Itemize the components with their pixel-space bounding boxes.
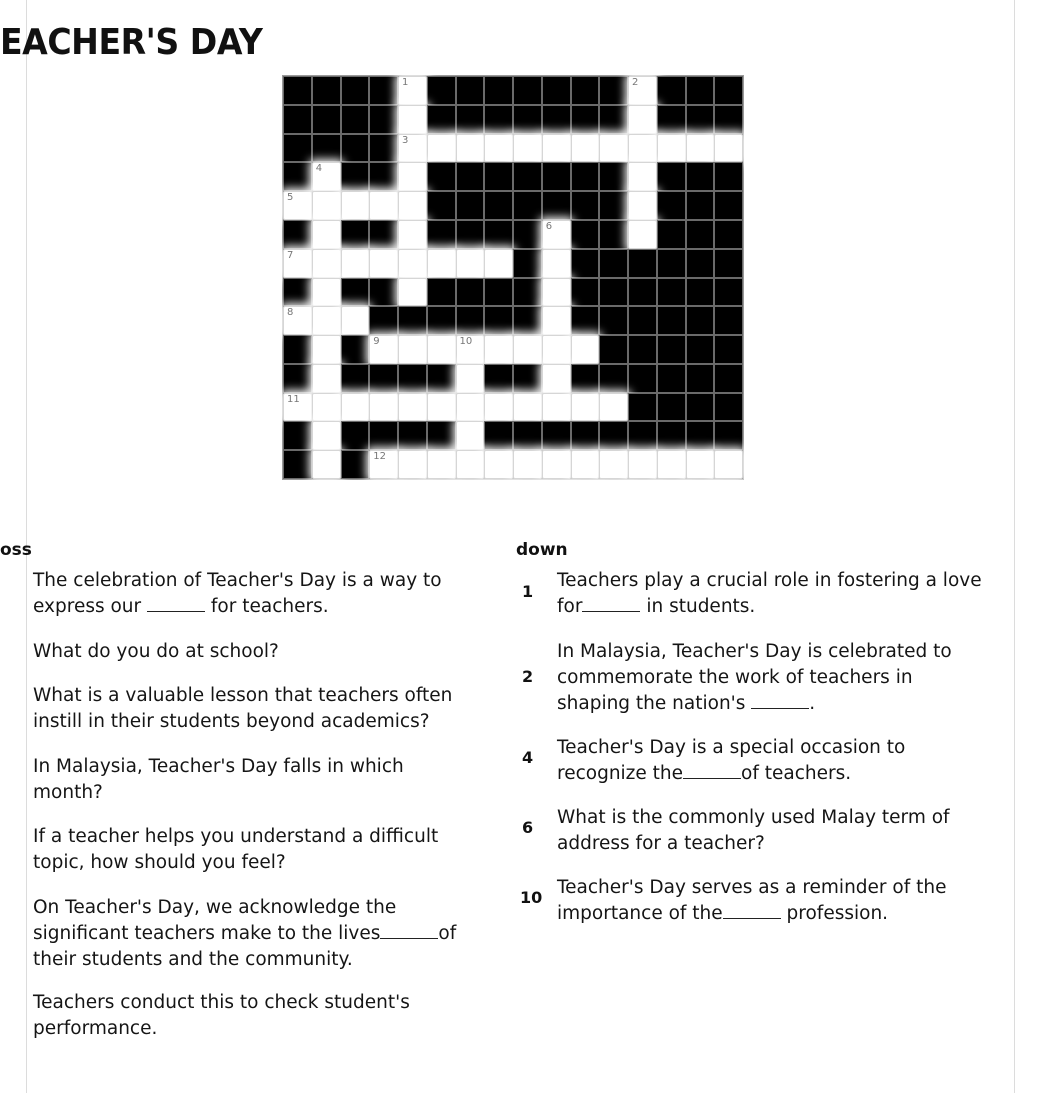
letter-cell[interactable] [456,134,485,163]
blocked-cell [686,76,715,105]
blocked-cell [714,364,743,393]
blocked-cell [657,335,686,364]
blocked-cell [628,393,657,422]
clue-text: shaping the nation's . [557,693,816,714]
blocked-cell [398,306,427,335]
grid-clue-number: 7 [287,249,294,261]
letter-cell[interactable] [456,249,485,278]
letter-cell[interactable] [542,134,571,163]
blocked-cell [341,335,370,364]
letter-cell[interactable] [398,249,427,278]
letter-cell[interactable] [456,364,485,393]
letter-cell[interactable] [542,393,571,422]
letter-cell[interactable] [312,191,341,220]
blocked-cell [369,105,398,134]
clue-text: If a teacher helps you understand a difficult [33,826,439,847]
letter-cell[interactable] [628,220,657,249]
blocked-cell [484,162,513,191]
letter-cell[interactable] [427,134,456,163]
page-right-border [1014,0,1015,1093]
grid-clue-number: 12 [373,451,386,463]
letter-cell[interactable] [571,335,600,364]
blocked-cell [628,364,657,393]
blocked-cell [657,421,686,450]
clue-number: 1 [522,582,534,601]
letter-cell[interactable] [714,450,743,479]
letter-cell[interactable] [542,450,571,479]
blocked-cell [686,364,715,393]
blocked-cell [513,278,542,307]
blocked-cell [283,335,312,364]
clue-text: instill in their students beyond academics? [33,711,430,732]
letter-cell[interactable] [456,393,485,422]
blocked-cell [427,278,456,307]
clue-text: commemorate the work of teachers in [557,667,913,688]
letter-cell[interactable] [398,220,427,249]
letter-cell[interactable] [312,450,341,479]
letter-cell[interactable] [628,162,657,191]
letter-cell[interactable] [283,249,312,278]
letter-cell[interactable] [542,306,571,335]
blocked-cell [714,278,743,307]
letter-cell[interactable] [398,76,427,105]
blocked-cell [513,421,542,450]
clue-text: Teacher's Day is a special occasion to [557,737,906,758]
clue-text: address for a teacher? [557,833,765,854]
blocked-cell [513,76,542,105]
answer-blank [723,904,781,919]
blocked-cell [341,278,370,307]
letter-cell[interactable] [283,306,312,335]
blocked-cell [341,421,370,450]
blocked-cell [599,76,628,105]
clue-text: What do you do at school? [33,641,279,662]
blocked-cell [571,421,600,450]
letter-cell[interactable] [427,335,456,364]
blocked-cell [513,191,542,220]
letter-cell[interactable] [513,393,542,422]
blocked-cell [599,364,628,393]
letter-cell[interactable] [312,335,341,364]
clue-text: What is the commonly used Malay term of [557,807,950,828]
letter-cell[interactable] [571,393,600,422]
blocked-cell [369,278,398,307]
blocked-cell [657,162,686,191]
grid-clue-number: 8 [287,307,294,319]
blocked-cell [628,306,657,335]
letter-cell[interactable] [398,450,427,479]
blocked-cell [571,76,600,105]
letter-cell[interactable] [398,335,427,364]
clue-text: Teachers play a crucial role in fostering a love [557,570,982,591]
letter-cell[interactable] [657,134,686,163]
blocked-cell [686,421,715,450]
blocked-cell [283,162,312,191]
blocked-cell [369,134,398,163]
blocked-cell [484,364,513,393]
letter-cell[interactable] [283,393,312,422]
blocked-cell [571,278,600,307]
blocked-cell [628,421,657,450]
blocked-cell [599,220,628,249]
blocked-cell [283,450,312,479]
answer-blank [751,694,809,709]
blocked-cell [628,278,657,307]
blocked-cell [714,191,743,220]
letter-cell[interactable] [542,278,571,307]
blocked-cell [657,249,686,278]
blocked-cell [686,393,715,422]
blocked-cell [427,306,456,335]
letter-cell[interactable] [542,335,571,364]
blocked-cell [398,421,427,450]
letter-cell[interactable] [542,220,571,249]
letter-cell[interactable] [513,450,542,479]
blocked-cell [599,105,628,134]
letter-cell[interactable] [484,393,513,422]
clue-number: 6 [522,818,534,837]
letter-cell[interactable] [599,450,628,479]
blocked-cell [571,249,600,278]
blocked-cell [484,76,513,105]
blocked-cell [686,220,715,249]
blocked-cell [341,105,370,134]
letter-cell[interactable] [369,191,398,220]
clue-text: their students and the community. [33,949,353,970]
blocked-cell [456,105,485,134]
blocked-cell [513,306,542,335]
letter-cell[interactable] [484,134,513,163]
blocked-cell [599,335,628,364]
blocked-cell [283,134,312,163]
blocked-cell [571,220,600,249]
blocked-cell [513,105,542,134]
clue-text: Teacher's Day serves as a reminder of the [557,877,947,898]
clue-text: express our for teachers. [33,596,329,617]
letter-cell[interactable] [398,278,427,307]
blocked-cell [714,220,743,249]
blocked-cell [686,278,715,307]
letter-cell[interactable] [341,306,370,335]
letter-cell[interactable] [398,191,427,220]
letter-cell[interactable] [427,393,456,422]
blocked-cell [542,191,571,220]
blocked-cell [369,220,398,249]
letter-cell[interactable] [341,191,370,220]
letter-cell[interactable] [312,249,341,278]
letter-cell[interactable] [427,450,456,479]
blocked-cell [686,335,715,364]
answer-blank [147,597,205,612]
blocked-cell [542,421,571,450]
blocked-cell [427,162,456,191]
blocked-cell [312,134,341,163]
across-heading: oss [0,540,32,560]
blocked-cell [484,278,513,307]
letter-cell[interactable] [369,393,398,422]
blocked-cell [599,278,628,307]
blocked-cell [571,191,600,220]
blocked-cell [369,76,398,105]
blocked-cell [341,76,370,105]
blocked-cell [686,162,715,191]
down-heading: down [516,540,568,560]
letter-cell[interactable] [628,76,657,105]
blocked-cell [686,191,715,220]
letter-cell[interactable] [628,191,657,220]
blocked-cell [369,364,398,393]
letter-cell[interactable] [398,162,427,191]
answer-blank [380,924,438,939]
letter-cell[interactable] [456,421,485,450]
grid-clue-number: 6 [545,220,553,232]
letter-cell[interactable] [599,134,628,163]
clue-number: 2 [522,667,534,686]
blocked-cell [369,421,398,450]
blocked-cell [484,105,513,134]
blocked-cell [484,421,513,450]
blocked-cell [714,306,743,335]
blocked-cell [714,162,743,191]
grid-clue-number: 5 [287,192,294,204]
clue-text: In Malaysia, Teacher's Day falls in which [33,756,404,777]
blocked-cell [456,191,485,220]
blocked-cell [571,105,600,134]
blocked-cell [657,393,686,422]
blocked-cell [513,162,542,191]
blocked-cell [427,105,456,134]
blocked-cell [312,76,341,105]
letter-cell[interactable] [456,450,485,479]
letter-cell[interactable] [398,393,427,422]
page-title: EACHER'S DAY [0,22,263,63]
letter-cell[interactable] [312,220,341,249]
blocked-cell [628,335,657,364]
clue-text: month? [33,782,103,803]
blocked-cell [312,105,341,134]
blocked-cell [657,278,686,307]
letter-cell[interactable] [341,393,370,422]
letter-cell[interactable] [484,450,513,479]
clue-text: importance of the profession. [557,903,889,924]
letter-cell[interactable] [542,364,571,393]
letter-cell[interactable] [369,335,398,364]
letter-cell[interactable] [513,134,542,163]
blocked-cell [657,220,686,249]
letter-cell[interactable] [369,450,398,479]
blocked-cell [542,162,571,191]
answer-blank [683,764,741,779]
letter-cell[interactable] [312,162,341,191]
blocked-cell [484,220,513,249]
blocked-cell [513,220,542,249]
blocked-cell [484,191,513,220]
blocked-cell [456,162,485,191]
blocked-cell [369,162,398,191]
blocked-cell [283,105,312,134]
blocked-cell [714,249,743,278]
grid-clue-number: 3 [402,134,409,146]
grid-clue-number: 2 [632,77,639,88]
blocked-cell [714,335,743,364]
blocked-cell [341,134,370,163]
clue-text: recognize the of teachers. [557,763,852,784]
blocked-cell [657,306,686,335]
blocked-cell [369,306,398,335]
letter-cell[interactable] [312,421,341,450]
clue-text: performance. [33,1018,158,1039]
letter-cell[interactable] [714,134,743,163]
grid-clue-number: 1 [402,77,409,88]
letter-cell[interactable] [686,450,715,479]
blocked-cell [657,76,686,105]
letter-cell[interactable] [369,249,398,278]
blocked-cell [571,306,600,335]
blocked-cell [513,364,542,393]
blocked-cell [657,364,686,393]
blocked-cell [714,421,743,450]
blocked-cell [456,306,485,335]
blocked-cell [427,364,456,393]
blocked-cell [341,162,370,191]
grid-clue-number: 9 [373,336,380,348]
blocked-cell [542,105,571,134]
blocked-cell [484,306,513,335]
blocked-cell [714,105,743,134]
clue-text: The celebration of Teacher's Day is a way to [33,570,442,591]
clue-number: 4 [522,748,534,767]
blocked-cell [398,364,427,393]
letter-cell[interactable] [628,450,657,479]
clue-text: What is a valuable lesson that teachers often [33,685,453,706]
blocked-cell [456,76,485,105]
letter-cell[interactable] [513,335,542,364]
grid-clue-number: 10 [459,336,473,348]
clue-text: for in students. [557,596,756,617]
blocked-cell [427,76,456,105]
blocked-cell [714,76,743,105]
blocked-cell [599,421,628,450]
blocked-cell [686,306,715,335]
letter-cell[interactable] [312,306,341,335]
blocked-cell [599,191,628,220]
blocked-cell [456,220,485,249]
clue-text: topic, how should you feel? [33,852,286,873]
letter-cell[interactable] [686,134,715,163]
letter-cell[interactable] [571,450,600,479]
clue-number: 10 [520,888,543,907]
crossword-grid [282,75,744,480]
letter-cell[interactable] [456,335,485,364]
letter-cell[interactable] [484,249,513,278]
blocked-cell [283,278,312,307]
blocked-cell [657,191,686,220]
letter-cell[interactable] [398,105,427,134]
blocked-cell [657,105,686,134]
blocked-cell [599,162,628,191]
clue-text: In Malaysia, Teacher's Day is celebrated to [557,641,952,662]
blocked-cell [686,105,715,134]
clue-text: On Teacher's Day, we acknowledge the [33,897,397,918]
answer-blank [582,597,640,612]
letter-cell[interactable] [571,134,600,163]
letter-cell[interactable] [628,105,657,134]
blocked-cell [628,249,657,278]
blocked-cell [283,76,312,105]
grid-clue-number: 4 [315,163,323,175]
letter-cell[interactable] [542,249,571,278]
grid-clue-number: 11 [287,393,300,405]
letter-cell[interactable] [398,134,427,163]
blocked-cell [283,421,312,450]
blocked-cell [542,76,571,105]
blocked-cell [599,249,628,278]
letter-cell[interactable] [484,335,513,364]
blocked-cell [427,421,456,450]
blocked-cell [599,306,628,335]
letter-cell[interactable] [312,278,341,307]
blocked-cell [714,393,743,422]
blocked-cell [341,450,370,479]
blocked-cell [427,191,456,220]
blocked-cell [513,249,542,278]
blocked-cell [571,364,600,393]
clue-text: significant teachers make to the lives of [33,923,457,944]
blocked-cell [571,162,600,191]
letter-cell[interactable] [283,191,312,220]
blocked-cell [283,364,312,393]
blocked-cell [427,220,456,249]
letter-cell[interactable] [312,364,341,393]
blocked-cell [341,220,370,249]
letter-cell[interactable] [628,134,657,163]
letter-cell[interactable] [427,249,456,278]
letter-cell[interactable] [312,393,341,422]
clue-text: Teachers conduct this to check student's [33,992,410,1013]
blocked-cell [283,220,312,249]
blocked-cell [456,278,485,307]
blocked-cell [686,249,715,278]
letter-cell[interactable] [599,393,628,422]
letter-cell[interactable] [657,450,686,479]
letter-cell[interactable] [341,249,370,278]
blocked-cell [341,364,370,393]
